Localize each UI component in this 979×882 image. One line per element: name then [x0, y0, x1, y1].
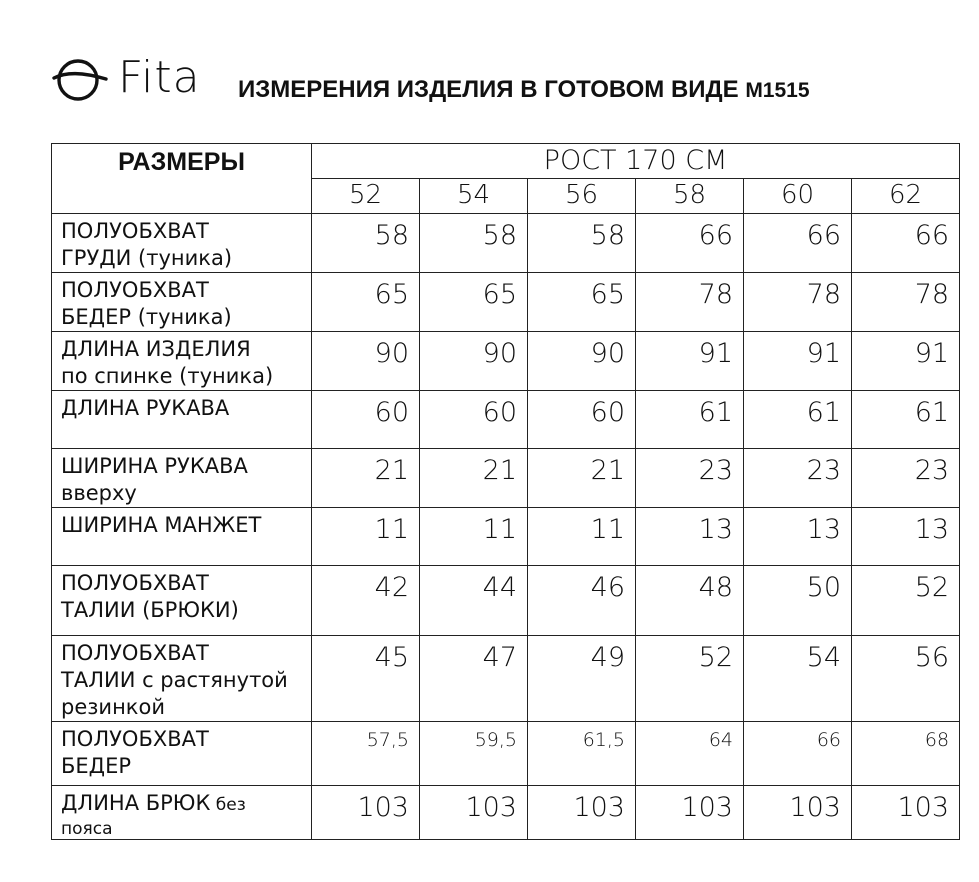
value-cell: 103 [312, 786, 420, 840]
value-cell: 57,5 [312, 722, 420, 786]
table-row [52, 566, 960, 636]
table-row [52, 636, 960, 722]
value-cell: 44 [420, 566, 528, 636]
row-label-line: резинкой [61, 695, 165, 719]
height-header: РОСТ 170 СМ [312, 144, 960, 179]
table-row [52, 332, 960, 391]
value-cell: 66 [636, 214, 744, 273]
value-cell: 48 [636, 566, 744, 636]
value-cell: 45 [312, 636, 420, 722]
value-cell: 52 [852, 566, 960, 636]
row-label-line: ТАЛИИ с растянутой [61, 668, 288, 692]
value-cell: 58 [312, 214, 420, 273]
value-cell: 103 [420, 786, 528, 840]
value-cell: 13 [636, 508, 744, 566]
size-header-cell: 58 [636, 179, 744, 214]
value-cell: 91 [636, 332, 744, 391]
value-cell: 65 [528, 273, 636, 332]
size-header-cell: 56 [528, 179, 636, 214]
row-label-line: БЕДЕР [61, 754, 132, 778]
row-label-note: без [210, 795, 246, 815]
table-row [52, 722, 960, 786]
value-cell: 78 [744, 273, 852, 332]
title-main: ИЗМЕРЕНИЯ ИЗДЕЛИЯ В ГОТОВОМ ВИДЕ [238, 76, 739, 103]
table-row [52, 449, 960, 508]
value-cell: 91 [852, 332, 960, 391]
row-label-line: БЕДЕР (туника) [61, 305, 232, 329]
value-cell: 90 [420, 332, 528, 391]
table-row [52, 391, 960, 449]
value-cell: 60 [420, 391, 528, 449]
value-cell: 52 [636, 636, 744, 722]
value-cell: 58 [528, 214, 636, 273]
value-cell: 78 [852, 273, 960, 332]
value-cell: 49 [528, 636, 636, 722]
sizes-header: РАЗМЕРЫ [52, 144, 312, 214]
size-header-cell: 60 [744, 179, 852, 214]
value-cell: 68 [852, 722, 960, 786]
value-cell: 66 [744, 722, 852, 786]
size-header-cell: 62 [852, 179, 960, 214]
table-row [52, 273, 960, 332]
row-label [52, 786, 312, 840]
value-cell: 103 [636, 786, 744, 840]
value-cell: 13 [744, 508, 852, 566]
table-row [52, 786, 960, 840]
page-title [238, 76, 810, 104]
row-label [52, 449, 312, 508]
row-label [52, 508, 312, 566]
value-cell: 54 [744, 636, 852, 722]
brand-logo [52, 52, 201, 104]
row-label [52, 332, 312, 391]
value-cell: 21 [312, 449, 420, 508]
value-cell: 23 [744, 449, 852, 508]
value-cell: 60 [312, 391, 420, 449]
value-cell: 61 [636, 391, 744, 449]
row-label-line: ДЛИНА ИЗДЕЛИЯ [61, 337, 251, 361]
fita-logo-icon [52, 52, 108, 104]
value-cell: 23 [852, 449, 960, 508]
row-label [52, 566, 312, 636]
value-cell: 59,5 [420, 722, 528, 786]
value-cell: 42 [312, 566, 420, 636]
row-label-line: ТАЛИИ (БРЮКИ) [61, 598, 239, 622]
value-cell: 21 [528, 449, 636, 508]
row-label-line: ПОЛУОБХВАТ [61, 641, 209, 665]
size-header-cell: 52 [312, 179, 420, 214]
value-cell: 103 [528, 786, 636, 840]
row-label-line: ПОЛУОБХВАТ [61, 571, 209, 595]
row-label-line: ДЛИНА РУКАВА [61, 396, 230, 420]
row-label-line: ДЛИНА БРЮК без [61, 791, 246, 815]
value-cell: 66 [744, 214, 852, 273]
value-cell: 23 [636, 449, 744, 508]
value-cell: 11 [312, 508, 420, 566]
value-cell: 60 [528, 391, 636, 449]
table-row [52, 214, 960, 273]
value-cell: 103 [852, 786, 960, 840]
value-cell: 61,5 [528, 722, 636, 786]
logo-text: Fita [118, 52, 201, 103]
value-cell: 11 [420, 508, 528, 566]
model-code: М1515 [745, 79, 810, 102]
value-cell: 91 [744, 332, 852, 391]
value-cell: 66 [852, 214, 960, 273]
value-cell: 11 [528, 508, 636, 566]
value-cell: 61 [744, 391, 852, 449]
value-cell: 47 [420, 636, 528, 722]
row-label-line: вверху [61, 481, 137, 505]
value-cell: 61 [852, 391, 960, 449]
size-header-cell: 54 [420, 179, 528, 214]
row-label-line: ШИРИНА РУКАВА [61, 454, 248, 478]
row-label [52, 391, 312, 449]
row-label [52, 722, 312, 786]
value-cell: 103 [744, 786, 852, 840]
row-label [52, 214, 312, 273]
value-cell: 90 [312, 332, 420, 391]
row-label-line: ШИРИНА МАНЖЕТ [61, 513, 262, 537]
value-cell: 56 [852, 636, 960, 722]
row-label-note-line: пояса [61, 819, 113, 839]
value-cell: 65 [420, 273, 528, 332]
value-cell: 90 [528, 332, 636, 391]
measurements-table [51, 143, 960, 840]
row-label [52, 636, 312, 722]
value-cell: 46 [528, 566, 636, 636]
value-cell: 50 [744, 566, 852, 636]
value-cell: 78 [636, 273, 744, 332]
value-cell: 58 [420, 214, 528, 273]
row-label-line: по спинке (туника) [61, 364, 274, 388]
value-cell: 21 [420, 449, 528, 508]
value-cell: 65 [312, 273, 420, 332]
row-label-line: ПОЛУОБХВАТ [61, 278, 209, 302]
row-label-line: ПОЛУОБХВАТ [61, 727, 209, 751]
row-label [52, 273, 312, 332]
table-row [52, 508, 960, 566]
row-label-line: ПОЛУОБХВАТ [61, 219, 209, 243]
value-cell: 13 [852, 508, 960, 566]
row-label-line: ГРУДИ (туника) [61, 246, 233, 270]
value-cell: 64 [636, 722, 744, 786]
